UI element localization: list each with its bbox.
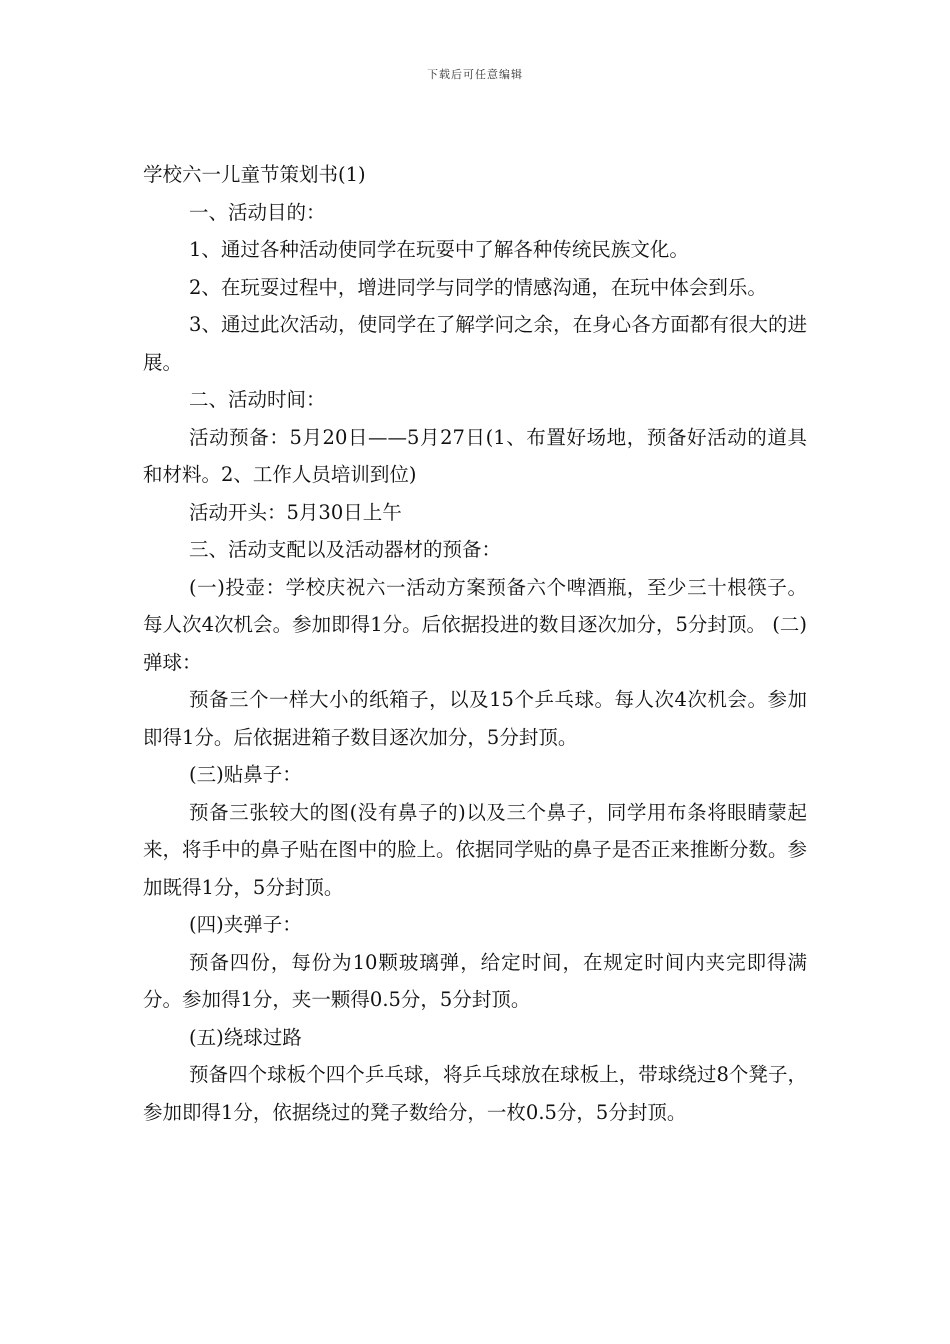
paragraph-preparation-time: 活动预备：5月20日——5月27日(1、布置好场地，预备好活动的道具和材料。2、工作人员培训到位): [143, 425, 807, 486]
paragraph-activity-4: 预备四份，每份为10颗玻璃弹，给定时间，在规定时间内夹完即得满分。参加得1分，夹一颗得0.5分，5分封顶。: [143, 950, 807, 1011]
paragraph-activity-1: (一)投壶：学校庆祝六一活动方案预备六个啤酒瓶，至少三十根筷子。每人次4次机会。参加即得1分。后依据投进的数目逐次加分，5分封顶。 (二)弹球：: [143, 575, 807, 674]
paragraph-start-time: 活动开头：5月30日上午: [189, 500, 402, 524]
subheading-activity-4: (四)夹弹子：: [189, 913, 302, 936]
section-heading-arrangement: 三、活动支配以及活动器材的预备：: [189, 538, 502, 561]
subheading-activity-5: (五)绕球过路: [189, 1025, 302, 1049]
paragraph-purpose-3: 3、通过此次活动，使同学在了解学问之余，在身心各方面都有很大的进展。: [143, 313, 807, 374]
paragraph-purpose-1: 1、通过各种活动使同学在玩耍中了解各种传统民族文化。: [189, 238, 689, 261]
document-body: [143, 156, 807, 1131]
section-heading-time: 二、活动时间：: [189, 388, 326, 411]
paragraph-activity-5: 预备四个球板个四个乒乓球，将乒乓球放在球板上，带球绕过8个凳子，参加即得1分，依据绕过的凳子数给分，一枚0.5分，5分封顶。: [143, 1063, 807, 1124]
section-heading-purpose: 一、活动目的：: [189, 200, 326, 224]
paragraph-activity-3: 预备三张较大的图(没有鼻子的)以及三个鼻子，同学用布条将眼睛蒙起来，将手中的鼻子贴在图中的脸上。依据同学贴的鼻子是否正来推断分数。参加既得1分，5分封顶。: [143, 800, 807, 899]
page-header-note: 下载后可任意编辑: [427, 68, 523, 81]
paragraph-purpose-2: 2、在玩耍过程中，增进同学与同学的情感沟通，在玩中体会到乐。: [189, 275, 767, 299]
document-title: 学校六一儿童节策划书(1): [143, 163, 366, 186]
paragraph-activity-2: 预备三个一样大小的纸箱子，以及15个乒乓球。每人次4次机会。参加即得1分。后依据进箱子数目逐次加分，5分封顶。: [143, 688, 807, 749]
subheading-activity-3: (三)贴鼻子：: [189, 763, 302, 786]
